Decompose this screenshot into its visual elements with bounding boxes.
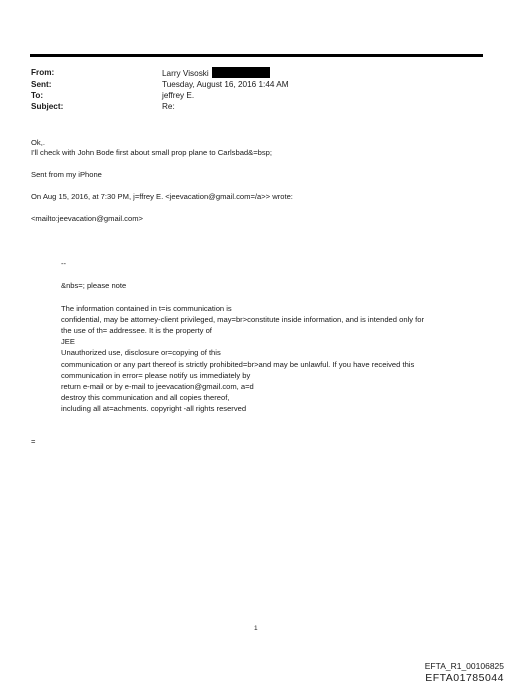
header-divider <box>30 54 483 57</box>
disclaimer-line: return e-mail or by e-mail to jeevacation@gmail.com, a=d <box>61 382 254 391</box>
disclaimer-line: confidential, may be attorney-client privileged, may=br>constitute inside information, and is intended only for <box>61 315 425 324</box>
bates-number-primary: EFTA_R1_00106825 <box>424 661 504 671</box>
separator: -- <box>61 259 67 268</box>
disclaimer-line: communication in error= please notify us immediately by <box>61 371 251 380</box>
disclaimer-line: JEE <box>61 337 75 346</box>
disclaimer-note: &nbs=; please note <box>61 281 127 290</box>
disclaimer-line: communication or any part thereof is strictly prohibited=br>and may be unlawful. If you have received this <box>61 360 415 369</box>
body-line: I'll check with John Bode first about small prop plane to Carlsbad&=bsp; <box>31 148 272 157</box>
sent-label: Sent: <box>31 80 52 89</box>
to-value: jeffrey E. <box>162 91 195 100</box>
trailing-mark: = <box>31 437 36 446</box>
bates-number-secondary: EFTA01785044 <box>425 672 504 684</box>
body-line: <mailto:jeevacation@gmail.com> <box>31 214 143 223</box>
body-line: On Aug 15, 2016, at 7:30 PM, j=ffrey E. <jeevacation@gmail.com=/a>> wrote: <box>31 192 293 201</box>
page-number: 1 <box>254 625 258 632</box>
disclaimer-line: The information contained in t=is communication is <box>61 304 232 313</box>
disclaimer-line: the use of th= addressee. It is the property of <box>61 326 212 335</box>
body-line: Ok,. <box>31 138 45 147</box>
disclaimer-line: Unauthorized use, disclosure or=copying of this <box>61 348 221 357</box>
subject-label: Subject: <box>31 102 64 111</box>
sent-value: Tuesday, August 16, 2016 1:44 AM <box>162 80 289 89</box>
body-line: Sent from my iPhone <box>31 170 102 179</box>
redaction-box <box>212 67 270 78</box>
disclaimer-line: including all at=achments. copyright -all rights reserved <box>61 404 247 413</box>
subject-value: Re: <box>162 102 175 111</box>
disclaimer-line: destroy this communication and all copies thereof, <box>61 393 230 402</box>
from-label: From: <box>31 68 55 77</box>
from-name: Larry Visoski <box>162 69 209 78</box>
to-label: To: <box>31 91 44 100</box>
from-value <box>162 67 270 79</box>
